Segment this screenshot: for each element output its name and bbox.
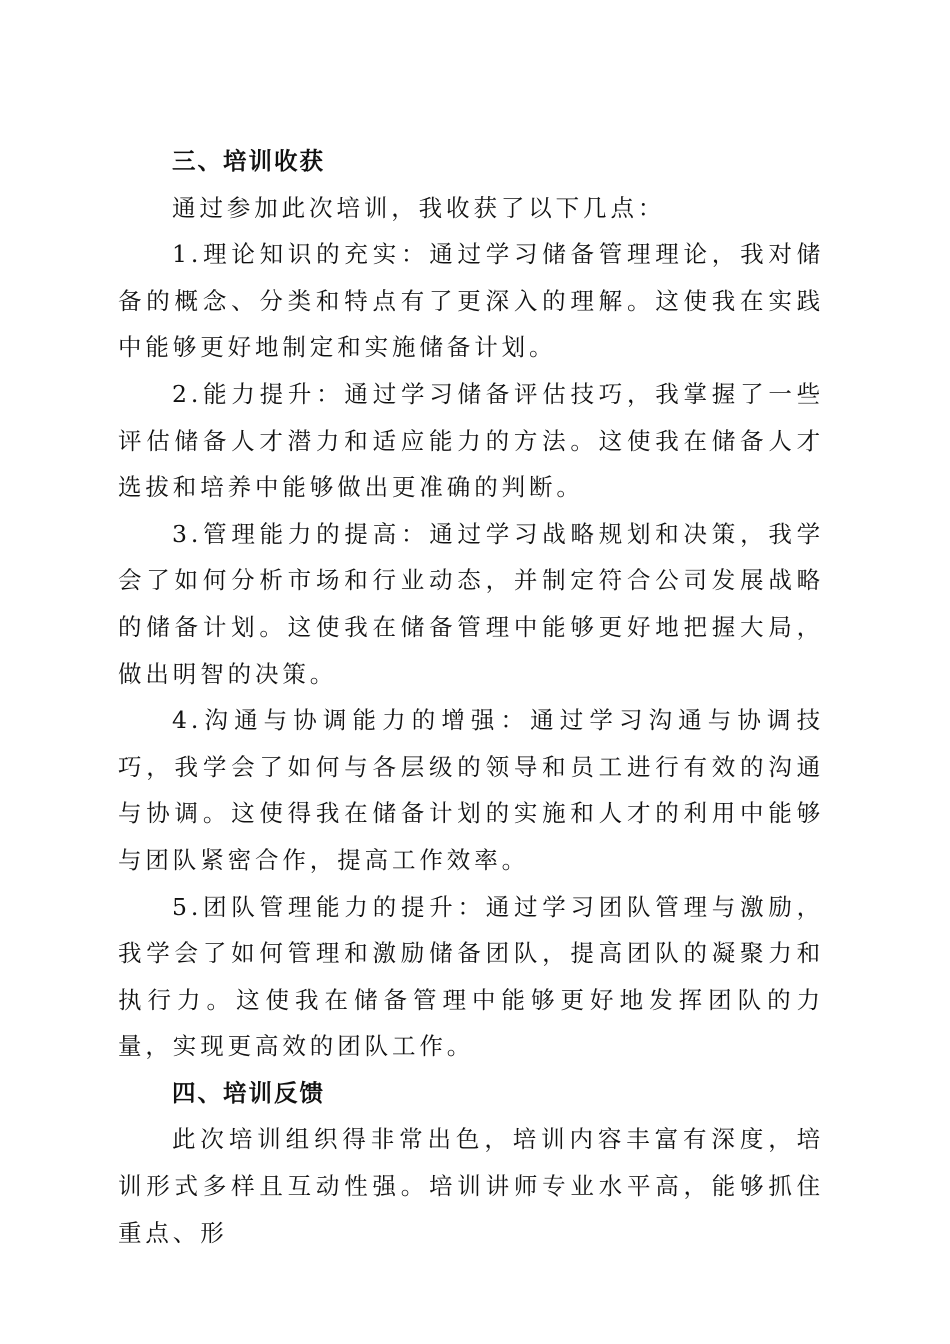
- harvest-item-management: 3.管理能力的提高：通过学习战略规划和决策，我学会了如何分析市场和行业动态，并制定符合公司发展战略的储备计划。这使我在储备管理中能够更好地把握大局，做出明智的决策。: [118, 519, 824, 688]
- section-heading-feedback: 四、培训反馈: [172, 1078, 326, 1107]
- harvest-item-theory: 1.理论知识的充实：通过学习储备管理理论，我对储备的概念、分类和特点有了更深入的理解。这使我在实践中能够更好地制定和实施储备计划。: [118, 240, 824, 362]
- harvest-item-communication: 4.沟通与协调能力的增强：通过学习沟通与协调技巧，我学会了如何与各层级的领导和员工进行有效的沟通与协调。这使得我在储备计划的实施和人才的利用中能够与团队紧密合作，提高工作效率。: [118, 706, 824, 874]
- document-body: [118, 138, 824, 1256]
- section-intro: 通过参加此次培训，我收获了以下几点：: [172, 193, 666, 222]
- section-heading-harvest: 三、培训收获: [172, 147, 326, 175]
- feedback-paragraph: 此次培训组织得非常出色，培训内容丰富有深度，培训形式多样且互动性强。培训讲师专业水平高，能够抓住重点、形: [118, 1125, 824, 1247]
- harvest-item-team: 5.团队管理能力的提升：通过学习团队管理与激励，我学会了如何管理和激励储备团队，提高团队的凝聚力和执行力。这使我在储备管理中能够更好地发挥团队的力量，实现更高效的团队工作。: [118, 892, 824, 1061]
- harvest-item-ability: 2.能力提升：通过学习储备评估技巧，我掌握了一些评估储备人才潜力和适应能力的方法。这使我在储备人才选拔和培养中能够做出更准确的判断。: [118, 379, 824, 502]
